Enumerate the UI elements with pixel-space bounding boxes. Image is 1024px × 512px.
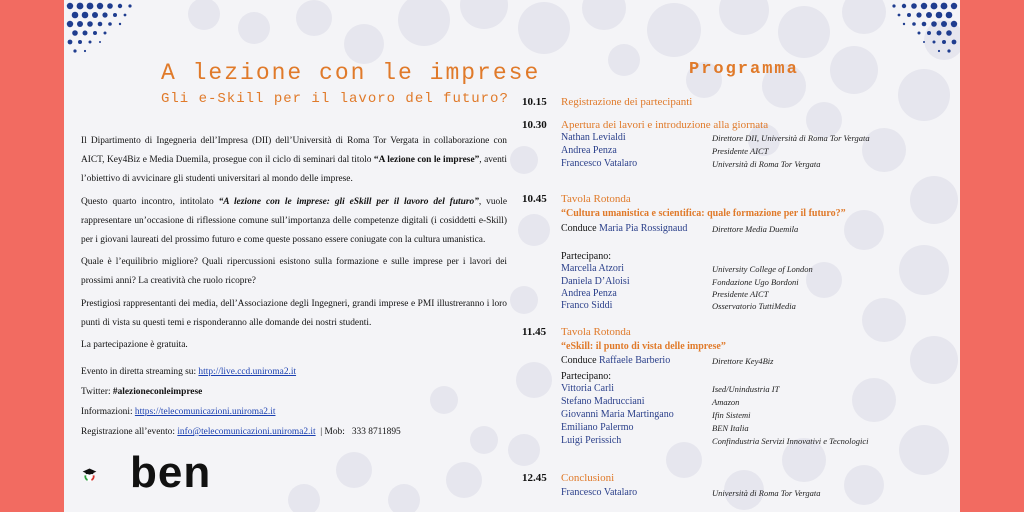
- speaker-name: Giovanni Maria Martingano: [561, 409, 674, 420]
- session-roundtable-2: Tavola Rotonda: [561, 326, 631, 338]
- speaker-name: Andrea Penza: [561, 145, 617, 156]
- session-roundtable-1: Tavola Rotonda: [561, 193, 631, 205]
- speaker-name: Andrea Penza: [561, 288, 617, 299]
- registration-line: Registrazione all’evento: info@telecomunicazioni.uniroma2.it | Mob: 333 8711895: [81, 427, 401, 437]
- dot-pattern-right: [882, 0, 960, 60]
- roundtable-1-topic: “Cultura umanistica e scientifica: quale formazione per il futuro?”: [561, 208, 846, 219]
- time-1245: 12.45: [522, 472, 547, 484]
- session-conclusions: Conclusioni: [561, 472, 615, 484]
- ben-logo-icon: [82, 450, 132, 500]
- moderator-role: Direttore Media Duemila: [712, 224, 799, 234]
- speaker-role: Fondazione Ugo Bordoni: [712, 277, 799, 287]
- streaming-line: Evento in diretta streaming su: http://live.ccd.uniroma2.it: [81, 367, 297, 377]
- speaker-role: Osservatorio TuttiMedia: [712, 301, 796, 311]
- time-1015: 10.15: [522, 96, 547, 108]
- speaker-role: Ised/Unindustria IT: [712, 384, 780, 394]
- roundtable-2-topic: “eSkill: il punto di vista delle imprese”: [561, 341, 726, 352]
- paragraph-5: La partecipazione è gratuita.: [81, 340, 188, 351]
- event-flyer: [64, 0, 960, 512]
- participants-label: Partecipano:: [561, 251, 611, 262]
- event-subtitle: Gli e-Skill per il lavoro del futuro?: [161, 91, 509, 107]
- speaker-role: University College of London: [712, 264, 813, 274]
- twitter-line: Twitter: #alezioneconleimprese: [81, 387, 203, 397]
- registration-email-link[interactable]: info@telecomunicazioni.uniroma2.it: [177, 427, 316, 437]
- info-link[interactable]: https://telecomunicazioni.uniroma2.it: [134, 407, 276, 417]
- speaker-role: Direttore DII, Università di Roma Tor Vergata: [712, 133, 870, 143]
- speaker-role: Presidente AICT: [712, 146, 769, 156]
- speaker-name: Francesco Vatalaro: [561, 158, 638, 169]
- event-title: A lezione con le imprese: [161, 60, 541, 86]
- ben-logo-text: ben: [130, 448, 212, 497]
- info-line: Informazioni: https://telecomunicazioni.uniroma2.it: [81, 407, 276, 417]
- program-title: Programma: [689, 60, 799, 79]
- paragraph-4: Prestigiosi rappresentanti dei media, dell’Associazione degli Ingegneri, grandi imprese e PMI illustreranno i loro punti di vista su questi temi e risponderanno alle domande dei nostri studenti.: [81, 298, 507, 328]
- paragraph-3: Quale è l’equilibrio migliore? Quali ripercussioni esistono sulla formazione e sulle imprese per i lavori dei prossimi anni? La creatività che ruolo ricopre?: [81, 257, 507, 287]
- speaker-name: Francesco Vatalaro: [561, 487, 638, 498]
- event-description: [81, 132, 507, 358]
- speaker-role: Ifin Sistemi: [712, 410, 751, 420]
- twitter-hashtag: #alezioneconleimprese: [112, 387, 203, 397]
- speaker-name: Luigi Perissich: [561, 435, 622, 446]
- speaker-name: Vittoria Carli: [561, 383, 614, 394]
- speaker-name: Marcella Atzori: [561, 263, 625, 274]
- speaker-name: Nathan Levialdi: [561, 132, 626, 143]
- moderator-line: Conduce Raffaele Barberio: [561, 355, 671, 366]
- session-opening: Apertura dei lavori e introduzione alla giornata: [561, 119, 769, 131]
- streaming-link[interactable]: http://live.ccd.uniroma2.it: [198, 367, 297, 377]
- session-registration: Registrazione dei partecipanti: [561, 96, 693, 108]
- speaker-name: Emiliano Palermo: [561, 422, 634, 433]
- speaker-role: Confindustria Servizi Innovativi e Tecnologici: [712, 436, 869, 446]
- time-1145: 11.45: [522, 326, 547, 338]
- time-1045: 10.45: [522, 193, 547, 205]
- speaker-role: Università di Roma Tor Vergata: [712, 159, 821, 169]
- mobile-number: | Mob: 333 8711895: [315, 427, 401, 437]
- speaker-role: Università di Roma Tor Vergata: [712, 488, 821, 498]
- speaker-role: Presidente AICT: [712, 289, 769, 299]
- speaker-role: Amazon: [712, 397, 740, 407]
- paragraph-2: Questo quarto incontro, intitolato “A lezione con le imprese: gli eSkill per il lavoro del futuro”, vuole rappresentare un’occasione di riflessione comune sull’importanza delle competenze digitali (i cosiddetti e-Skill) per i giovani laureati del prossimo futuro e come queste possano essere coniugate con la cultura umanistica.: [81, 196, 507, 246]
- time-1030: 10.30: [522, 119, 547, 131]
- participants-label: Partecipano:: [561, 371, 611, 382]
- contact-links: [81, 362, 401, 442]
- speaker-name: Stefano Madrucciani: [561, 396, 645, 407]
- speaker-name: Franco Siddi: [561, 300, 613, 311]
- speaker-name: Daniela D’Aloisi: [561, 276, 630, 287]
- paragraph-1: Il Dipartimento di Ingegneria dell’Impresa (DII) dell’Università di Roma Tor Vergata in collaborazione con AICT, Key4Biz e Media Duemila, prosegue con il ciclo di seminari dal titolo “A lezione con le imprese”, aventi l’obiettivo di avvicinare gli studenti universitari al mondo delle imprese.: [81, 136, 507, 185]
- moderator-role: Direttore Key4Biz: [712, 356, 774, 366]
- moderator-line: Conduce Maria Pia Rossignaud: [561, 223, 688, 234]
- speaker-role: BEN Italia: [712, 423, 749, 433]
- dot-pattern-left: [64, 0, 142, 60]
